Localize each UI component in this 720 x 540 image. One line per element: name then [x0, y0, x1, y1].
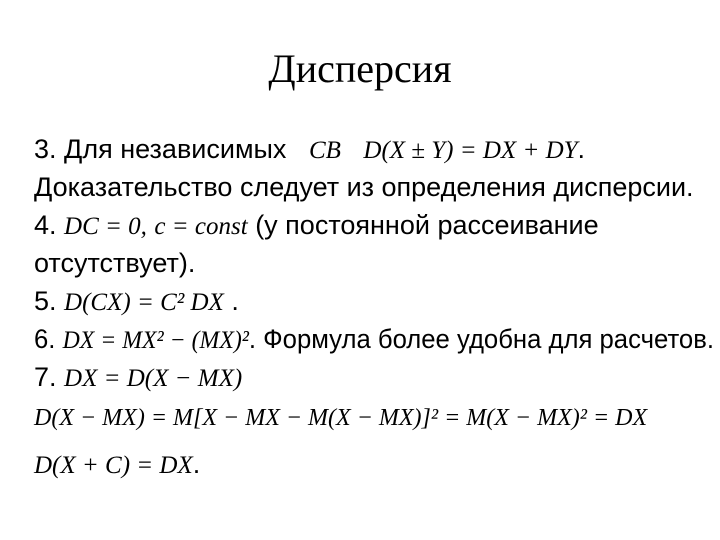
slide-title: Дисперсия [268, 46, 452, 91]
formula-variance-centered: DX = D(X − MX) [64, 365, 243, 392]
item-text: (у постоянной рассеивание [255, 210, 599, 240]
item-7 [34, 359, 714, 397]
abbrev-cb: CB [308, 137, 341, 164]
item-text: . Формула более удобна для расчетов. [248, 324, 714, 354]
formula-variance-sum: D(X ± Y) = DX + DY [363, 137, 578, 164]
item-number: 4. [34, 210, 57, 240]
formula-shift-expression: D(X + C) = DX [34, 452, 193, 479]
item-number: 5. [34, 286, 57, 316]
formula-dc-zero: DC = 0, [64, 213, 147, 240]
punctuation: . [192, 449, 201, 479]
formula-scalar-variance: D(CX) = C² DX [64, 289, 224, 316]
item-5 [34, 283, 714, 321]
item-4-continuation: отсутствует). [34, 248, 196, 278]
formula-derivation: D(X − MX) = M[X − MX − M(X − MX)]² = M(X − MX)² = DX [34, 405, 648, 431]
item-6 [34, 321, 714, 359]
formula-variance-moments: DX = MX² − (MX)² [62, 327, 249, 354]
item-4 [34, 207, 714, 245]
item-3 [34, 131, 714, 169]
item-number: 7. [34, 362, 57, 392]
item-number: 3. [34, 134, 57, 164]
item-text: Для независимых [64, 134, 287, 164]
formula-shift [34, 446, 714, 484]
item-number: 6. [34, 324, 56, 354]
formula-c-const: c = const [154, 213, 248, 240]
punctuation: . [231, 286, 239, 316]
proof-text: Доказательство следует из определения дисперсии. [34, 172, 694, 202]
punctuation: . [577, 134, 586, 164]
